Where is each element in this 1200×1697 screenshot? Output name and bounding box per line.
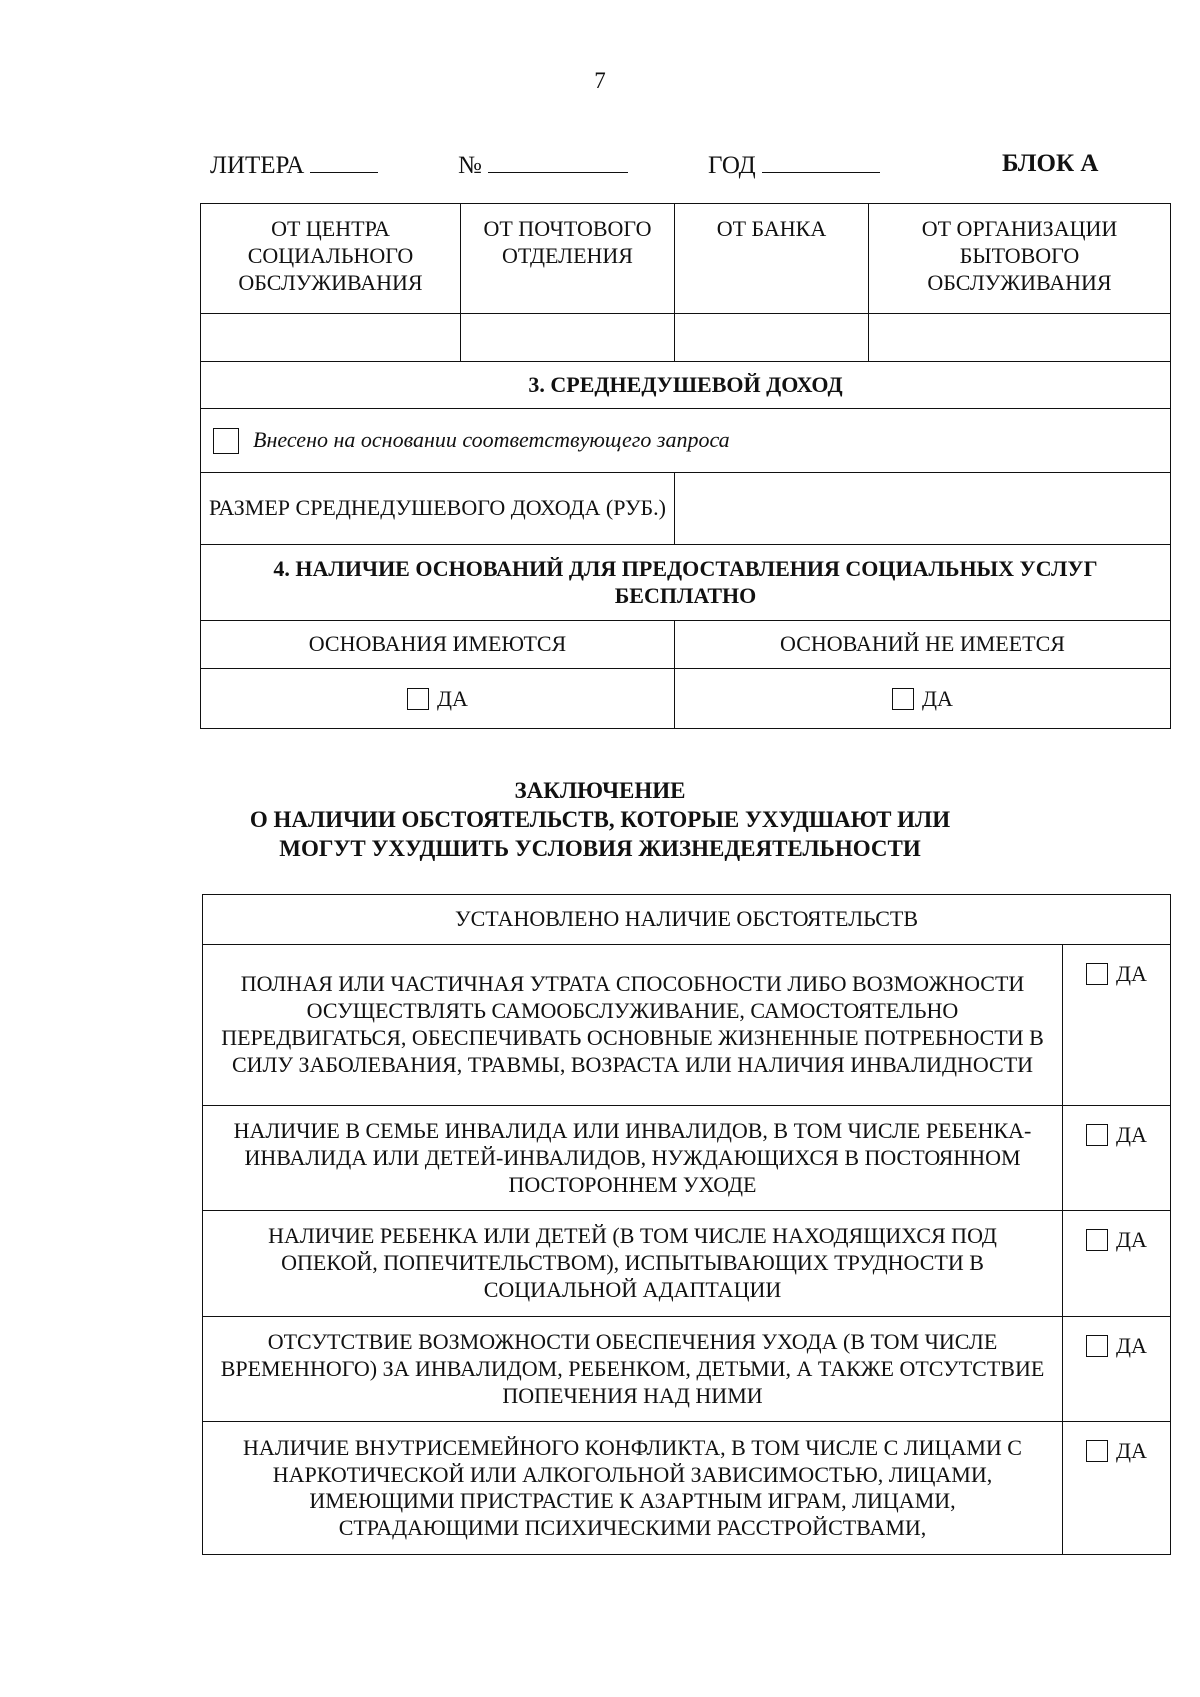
circumstance-option — [1063, 1106, 1171, 1211]
circumstance-yes: ДА — [1116, 1227, 1147, 1253]
circumstance-option — [1063, 1422, 1171, 1555]
source-household-org-input[interactable] — [869, 314, 1171, 362]
circumstance-row — [203, 1422, 1171, 1555]
grounds-exist-label: ОСНОВАНИЯ ИМЕЮТСЯ — [201, 621, 675, 669]
year-blank[interactable] — [762, 150, 880, 173]
circumstances-table — [202, 894, 1171, 1555]
grounds-absent-option — [675, 669, 1171, 729]
year-field — [708, 150, 880, 186]
section3-title: 3. СРЕДНЕДУШЕВОЙ ДОХОД — [201, 362, 1171, 409]
source-social-center: ОТ ЦЕНТРА СОЦИАЛЬНОГО ОБСЛУЖИВАНИЯ — [201, 204, 461, 314]
grounds-absent-checkbox[interactable] — [892, 688, 914, 710]
circumstance-row — [203, 1316, 1171, 1421]
number-label: № — [458, 152, 482, 179]
circumstance-checkbox[interactable] — [1086, 1124, 1108, 1146]
circumstances-header: УСТАНОВЛЕНО НАЛИЧИЕ ОБСТОЯТЕЛЬСТВ — [203, 895, 1171, 945]
grounds-absent-yes: ДА — [922, 685, 953, 711]
source-bank: ОТ БАНКА — [675, 204, 869, 314]
circumstance-text: ОТСУТСТВИЕ ВОЗМОЖНОСТИ ОБЕСПЕЧЕНИЯ УХОДА (В ТОМ ЧИСЛЕ ВРЕМЕННОГО) ЗА ИНВАЛИДОМ, РЕБЕНКОМ, ДЕТЬМИ, А ТАКЖЕ ОТСУТСТВИЕ ПОПЕЧЕНИЯ НАД НИМИ — [203, 1316, 1063, 1421]
number-field — [458, 150, 628, 186]
conclusion-line-3: МОГУТ УХУДШИТЬ УСЛОВИЯ ЖИЗНЕДЕЯТЕЛЬНОСТИ — [279, 835, 921, 861]
circumstance-text: НАЛИЧИЕ ВНУТРИСЕМЕЙНОГО КОНФЛИКТА, В ТОМ ЧИСЛЕ С ЛИЦАМИ С НАРКОТИЧЕСКОЙ ИЛИ АЛКОГОЛЬНОЙ ЗАВИСИМОСТЬЮ, ЛИЦАМИ, ИМЕЮЩИМИ ПРИСТРАСТИЕ К АЗАРТНЫМ ИГРАМ, ЛИЦАМИ, СТРАДАЮЩИМИ ПСИХИЧЕСКИМИ РАССТРОЙСТВАМИ, — [203, 1422, 1063, 1555]
source-bank-input[interactable] — [675, 314, 869, 362]
source-post-office-input[interactable] — [461, 314, 675, 362]
circumstance-checkbox[interactable] — [1086, 963, 1108, 985]
income-label: РАЗМЕР СРЕДНЕДУШЕВОГО ДОХОДА (РУБ.) — [201, 473, 675, 545]
grounds-exist-yes: ДА — [437, 685, 468, 711]
circumstances-header-row — [203, 895, 1171, 945]
circumstance-text: ПОЛНАЯ ИЛИ ЧАСТИЧНАЯ УТРАТА СПОСОБНОСТИ ЛИБО ВОЗМОЖНОСТИ ОСУЩЕСТВЛЯТЬ САМООБСЛУЖИВАНИЕ, САМОСТОЯТЕЛЬНО ПЕРЕДВИГАТЬСЯ, ОБЕСПЕЧИВАТЬ ОСНОВНЫЕ ЖИЗНЕННЫЕ ПОТРЕБНОСТИ В СИЛУ ЗАБОЛЕВАНИЯ, ТРАВМЫ, ВОЗРАСТА ИЛИ НАЛИЧИЯ ИНВАЛИДНОСТИ — [203, 945, 1063, 1106]
litera-field — [210, 150, 378, 186]
number-blank[interactable] — [488, 150, 628, 173]
section4-yes-row — [201, 669, 1171, 729]
section4-title-row — [201, 545, 1171, 621]
conclusion-heading — [0, 777, 1200, 863]
section3-checkbox-row — [201, 409, 1171, 473]
litera-blank[interactable] — [310, 150, 378, 173]
circumstance-text: НАЛИЧИЕ РЕБЕНКА ИЛИ ДЕТЕЙ (В ТОМ ЧИСЛЕ НАХОДЯЩИХСЯ ПОД ОПЕКОЙ, ПОПЕЧИТЕЛЬСТВОМ), ИСПЫТЫВАЮЩИХ ТРУДНОСТИ В СОЦИАЛЬНОЙ АДАПТАЦИИ — [203, 1211, 1063, 1316]
source-post-office: ОТ ПОЧТОВОГО ОТДЕЛЕНИЯ — [461, 204, 675, 314]
sources-input-row — [201, 314, 1171, 362]
circumstance-yes: ДА — [1116, 960, 1147, 986]
circumstance-checkbox[interactable] — [1086, 1440, 1108, 1462]
grounds-absent-label: ОСНОВАНИЙ НЕ ИМЕЕТСЯ — [675, 621, 1171, 669]
income-row — [201, 473, 1171, 545]
conclusion-line-2: О НАЛИЧИИ ОБСТОЯТЕЛЬСТВ, КОТОРЫЕ УХУДШАЮТ ИЛИ — [249, 806, 951, 832]
source-social-center-input[interactable] — [201, 314, 461, 362]
circumstance-yes: ДА — [1116, 1437, 1147, 1463]
source-household-org: ОТ ОРГАНИЗАЦИИ БЫТОВОГО ОБСЛУЖИВАНИЯ — [869, 204, 1171, 314]
circumstance-row — [203, 945, 1171, 1106]
circumstance-option — [1063, 1316, 1171, 1421]
section4-title: 4. НАЛИЧИЕ ОСНОВАНИЙ ДЛЯ ПРЕДОСТАВЛЕНИЯ СОЦИАЛЬНЫХ УСЛУГ БЕСПЛАТНО — [201, 545, 1171, 621]
circumstance-yes: ДА — [1116, 1332, 1147, 1358]
page-number: 7 — [594, 68, 606, 93]
block-label: БЛОК А — [1002, 150, 1099, 177]
circumstance-checkbox[interactable] — [1086, 1229, 1108, 1251]
circumstance-yes: ДА — [1116, 1121, 1147, 1147]
conclusion-line-1: ЗАКЛЮЧЕНИЕ — [514, 778, 686, 803]
circumstance-row — [203, 1211, 1171, 1316]
block-a-table — [200, 203, 1171, 729]
request-checkbox-label: Внесено на основании соответствующего запроса — [253, 426, 730, 452]
circumstance-text: НАЛИЧИЕ В СЕМЬЕ ИНВАЛИДА ИЛИ ИНВАЛИДОВ, В ТОМ ЧИСЛЕ РЕБЕНКА-ИНВАЛИДА ИЛИ ДЕТЕЙ-ИНВАЛИДОВ, НУЖДАЮЩИХСЯ В ПОСТОЯННОМ ПОСТОРОННЕМ УХОДЕ — [203, 1106, 1063, 1211]
year-label: ГОД — [708, 152, 756, 179]
request-checkbox[interactable] — [213, 428, 239, 454]
litera-label: ЛИТЕРА — [210, 152, 305, 179]
circumstance-option — [1063, 1211, 1171, 1316]
circumstance-checkbox[interactable] — [1086, 1335, 1108, 1357]
grounds-exist-checkbox[interactable] — [407, 688, 429, 710]
sources-header-row — [201, 204, 1171, 314]
section3-title-row — [201, 362, 1171, 409]
income-value-input[interactable] — [675, 473, 1171, 545]
section4-header-row — [201, 621, 1171, 669]
circumstance-row — [203, 1106, 1171, 1211]
grounds-exist-option — [201, 669, 675, 729]
circumstance-option — [1063, 945, 1171, 1106]
request-checkbox-cell — [201, 409, 1171, 473]
